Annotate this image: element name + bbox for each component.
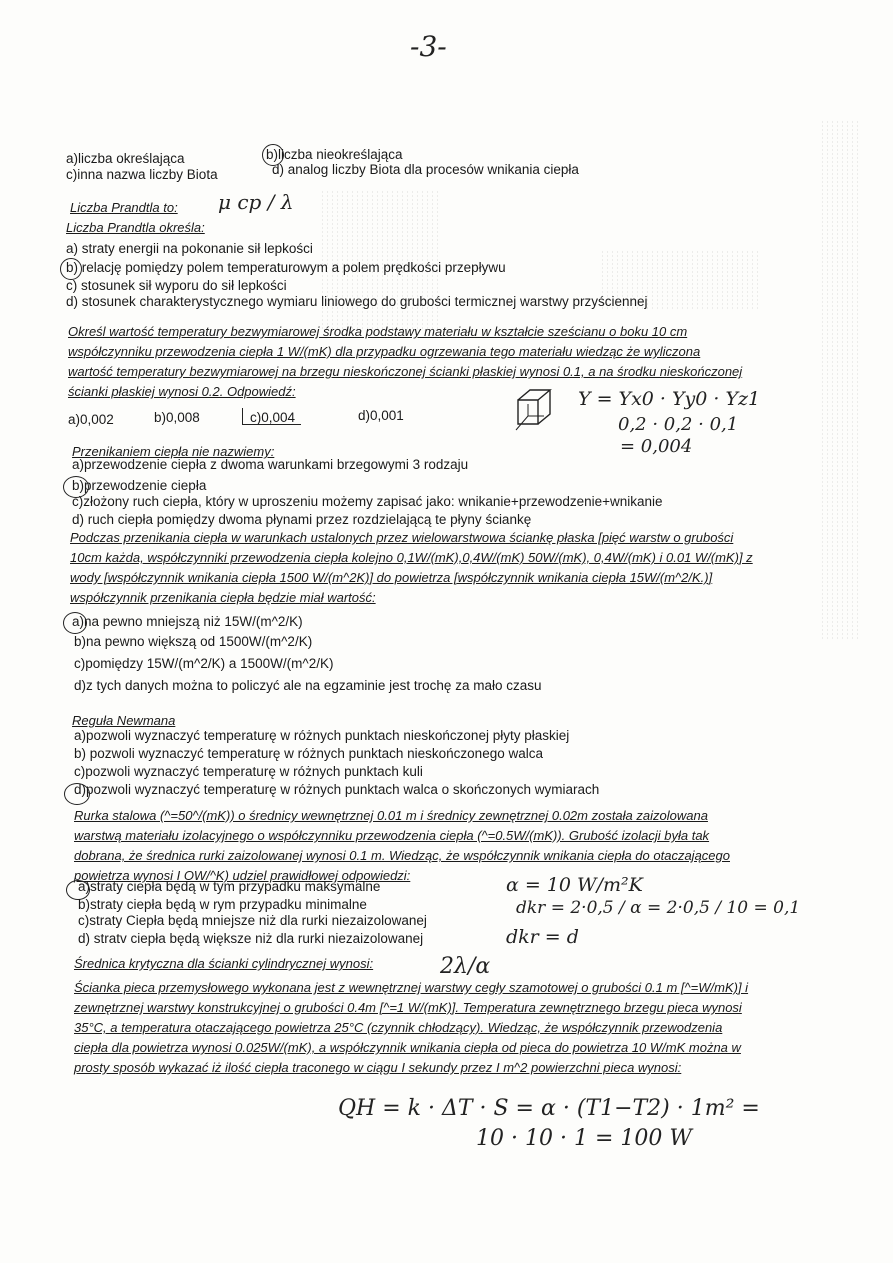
- answer-a: a)na pewno mniejszą niż 15W/(m^2/K): [72, 614, 303, 629]
- answer-circle: [63, 612, 87, 634]
- page-number: -3-: [410, 30, 447, 63]
- question-text: Ścianka pieca przemysłowego wykonana jest z wewnętrznej warstwy cegły szamotowej o grubości 0.1 m [^=W/mK)] i zewnętrznej warstwy konstrukcyjnej o grubości 0.4m [^=1 W/(mK)]. Temperatura zewnętrznego brzegu pieca wynosi 35°C, a temperatura otaczającego powietrza 25°C (czynnik chłodzący). Wiedząc, że współczynnik przewodzenia ciepła dla powietrza wynosi 0.025W/(mK), a współczynnik wnikania ciepła od pieca do powietrza 10 W/mK można w prosty sposób wykazać iż ilość ciepła traconego w ciągu I sekundy przez I m^2 powierzchni pieca wynosi:: [74, 980, 749, 1075]
- answer-circle: [60, 258, 82, 280]
- question-title: Liczba Prandtla określa:: [66, 220, 205, 235]
- answer-d: d)0,001: [358, 408, 404, 423]
- answer-a: a) straty energii na pokonanie sił lepkości: [66, 241, 313, 256]
- handwritten-formula: Y = Yx0 · Yy0 · Yz1: [578, 388, 761, 410]
- answer-c: c)inna nazwa liczby Biota: [66, 167, 218, 182]
- answer-b: b)liczba nieokreślająca: [266, 147, 403, 162]
- answer-b: b)straty ciepła będą w rym przypadku minimalne: [78, 897, 367, 912]
- handwritten-formula: 0,2 · 0,2 · 0,1: [618, 414, 739, 435]
- answer-mark: [242, 408, 301, 425]
- handwritten-answer: 2λ/α: [440, 954, 491, 979]
- answer-c: c)straty Ciepła będą mniejsze niż dla rurki niezaizolowanej: [78, 913, 427, 928]
- question-text: Określ wartość temperatury bezwymiarowej środka podstawy materiału w kształcie sześcianu o boku 10 cm współczynniku przewodzenia ciepła 1 W/(mK) dla przypadku ogrzewania tego materiału wiedząc że wyliczona wartość temperatury bezwymiarowej na brzegu nieskończonej ścianki płaskiej wynosi 0.1, a na środku nieskończonej ścianki płaskiej wynosi 0.2. Odpowiedź:: [68, 324, 743, 399]
- handwritten-formula: dkr = d: [506, 926, 579, 948]
- answer-d: d) ruch ciepła pomiędzy dwoma płynami przez rozdzielającą te płyny ściankę: [72, 512, 532, 527]
- answer-a: a)straty ciepła będą w tym przypadku maksymalne: [78, 879, 381, 894]
- answer-circle: [64, 783, 90, 805]
- handwritten-formula: α = 10 W/m²K: [506, 874, 643, 896]
- answer-d: d) stosunek charakterystycznego wymiaru liniowego do grubości termicznej warstwy przyściennej: [66, 294, 648, 309]
- answer-a: a)liczba określająca: [66, 151, 185, 166]
- answer-c: c)pomiędzy 15W/(m^2/K) a 1500W/(m^2/K): [74, 656, 334, 671]
- answer-d: d) stratv ciepła będą większe niż dla rurki niezaizolowanej: [78, 931, 424, 946]
- handwritten-formula: dkr = 2·0,5 / α = 2·0,5 / 10 = 0,1: [516, 898, 801, 918]
- question-text: Podczas przenikania ciepła w warunkach ustalonych przez wielowarstwowa ściankę płaska [pięć warstw o grubości 10cm każda, współczynniki przewodzenia ciepła kolejno 0,1W/(mK),0,4W/(mK) 50W/(mK), 0,4W/(mK) i 0.01 W/(mK)] z wody [współczynnik wnikania ciepła 1500 W/(m^2K)] do powietrza [współczynnik wnikania ciepła 15W/(m^2/K.)] współczynnik przenikania ciepła będzie miał wartość:: [70, 530, 753, 605]
- question-title: Reguła Newmana: [72, 713, 176, 728]
- answer-a: a)przewodzenie ciepła z dwoma warunkami brzegowymi 3 rodzaju: [72, 457, 469, 472]
- answer-c: c) stosunek sił wyporu do sił lepkości: [66, 278, 287, 293]
- answer-b: b)na pewno większą od 1500W/(m^2/K): [74, 634, 313, 649]
- answer-c: c)pozwoli wyznaczyć temperaturę w różnych punktach kuli: [74, 764, 423, 779]
- question-title: Przenikaniem ciepła nie nazwiemy:: [72, 444, 275, 459]
- answer-d: d)z tych danych można to policzyć ale na egzaminie jest trochę za mało czasu: [74, 678, 542, 693]
- answer-c: c)złożony ruch ciepła, który w uproszeniu możemy zapisać jako: wnikanie+przewodzenie+wnikanie: [72, 494, 663, 509]
- question-text: Rurka stalowa (^=50^/(mK)) o średnicy wewnętrznej 0.01 m i średnicy zewnętrznej 0.02m została zaizolowana warstwą materiału izolacyjnego o współczynniku przewodzenia ciepła (^=0.5W/(mK)). Grubość izolacji była tak dobrana, że średnica rurki zaizolowanej wynosi 0.1 m. Wiedząc, że współczynnik wnikania ciepła do otaczającego powietrza wynosi I OW/^K) udziel prawidłowej odpowiedzi:: [74, 808, 730, 883]
- answer-c: c)0,004: [250, 410, 296, 425]
- question-title: Liczba Prandtla to:: [70, 200, 178, 215]
- answer-a: a)pozwoli wyznaczyć temperaturę w różnych punktach nieskończonej płyty płaskiej: [74, 728, 570, 743]
- answer-b: b) pozwoli wyznaczyć temperaturę w różnych punktach nieskończonego walca: [74, 746, 543, 761]
- scan-noise: [820, 120, 860, 640]
- question-title: Średnica krytyczna dla ścianki cylindrycznej wynosi:: [74, 956, 374, 971]
- cube-sketch-icon: [510, 386, 570, 436]
- answer-d: d) analog liczby Biota dla procesów wnikania ciepła: [272, 162, 579, 177]
- handwritten-formula: 10 · 10 · 1 = 100 W: [476, 1126, 692, 1151]
- handwritten-formula: QH = k · ΔT · S = α · (T1−T2) · 1m² =: [338, 1096, 760, 1121]
- handwritten-formula: = 0,004: [620, 436, 693, 457]
- handwritten-answer: μ cp / λ: [218, 190, 294, 214]
- answer-d: d)pozwoli wyznaczyć temperaturę w różnych punktach walca o skończonych wymiarach: [74, 782, 600, 797]
- answer-b: b) relację pomiędzy polem temperaturowym a polem prędkości przepływu: [66, 260, 506, 275]
- answer-a: a)0,002: [68, 412, 114, 427]
- answer-b: b)0,008: [154, 410, 200, 425]
- answer-b: b)przewodzenie ciepła: [72, 478, 207, 493]
